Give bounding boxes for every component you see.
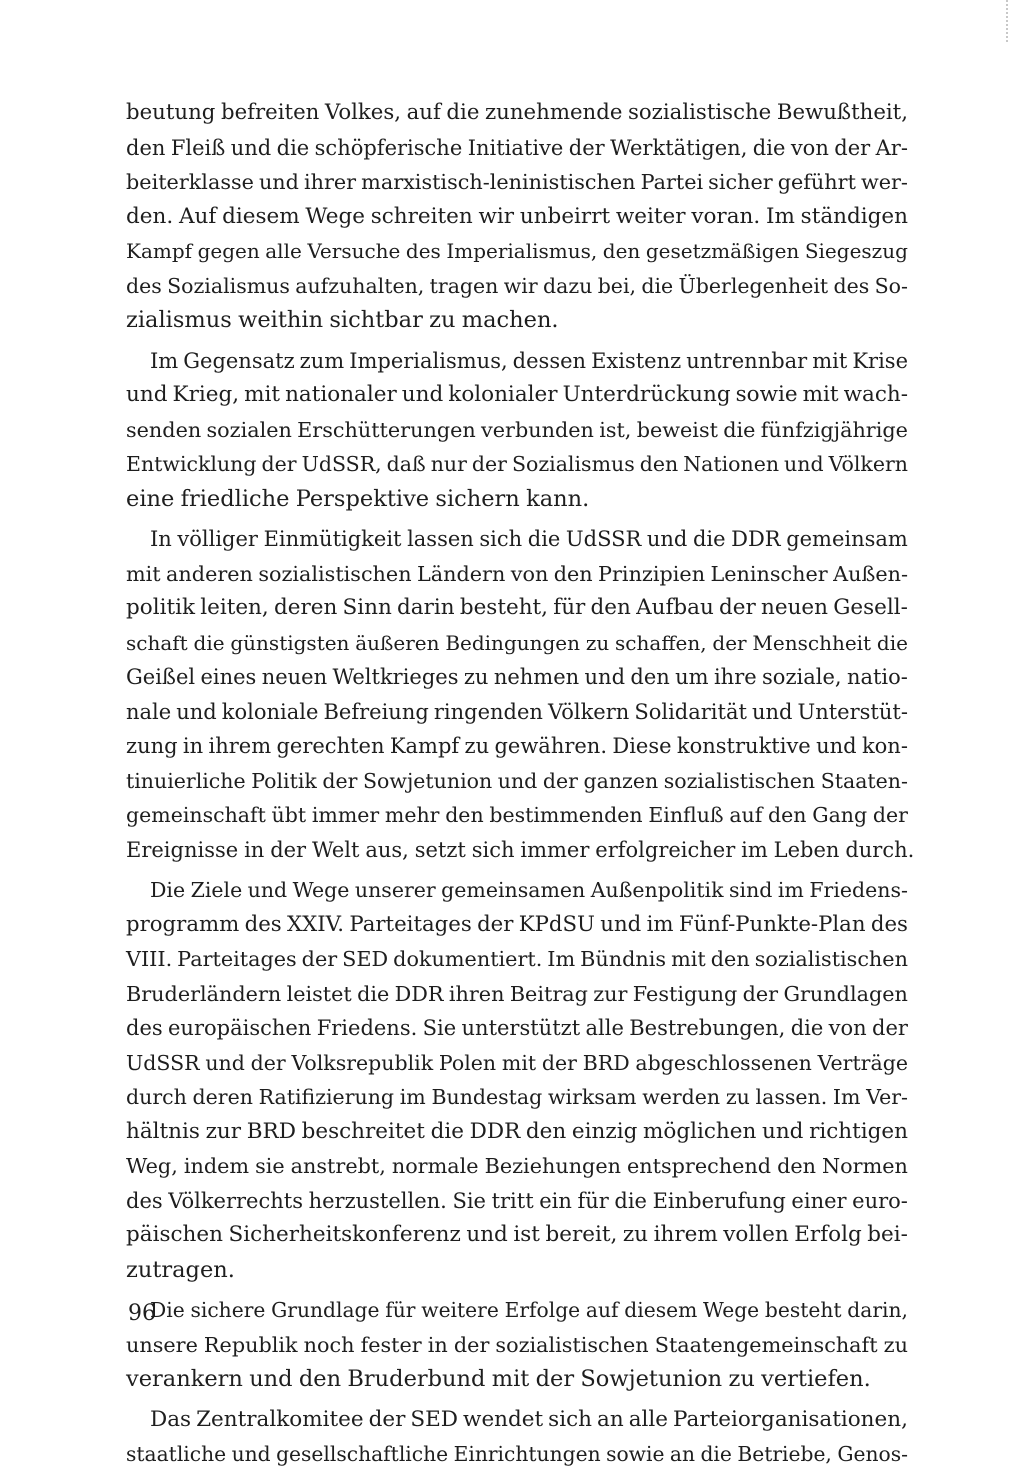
- text-line: den. Auf diesem Wege schreiten wir unbeirrt weiter voran. Im ständigen: [126, 203, 908, 229]
- text-line: Im Gegensatz zum Imperialismus, dessen Existenz untrennbar mit Krise: [150, 348, 908, 373]
- text-line: programm des XXIV. Parteitages der KPdSU und im Fünf-Punkte-Plan des: [126, 911, 908, 937]
- paragraph: [126, 96, 908, 338]
- text-line: Das Zentralkomitee der SED wendet sich an alle Parteiorganisationen,: [150, 1406, 908, 1432]
- paragraph: [126, 1403, 908, 1472]
- body-text: [126, 96, 915, 1472]
- text-line: senden sozialen Erschütterungen verbunden ist, beweist die fünfzigjährige: [126, 417, 908, 442]
- text-line: verankern und den Bruderbund mit der Sowjetunion zu vertiefen.: [126, 1366, 871, 1392]
- text-line: zung in ihrem gerechten Kampf zu gewähren. Diese konstruktive und kon-: [126, 734, 908, 758]
- text-line: zialismus weithin sichtbar zu machen.: [126, 307, 559, 333]
- text-line: den Fleiß und die schöpferische Initiative der Werktätigen, die von der Ar-: [126, 135, 908, 160]
- text-line: schaft die günstigsten äußeren Bedingungen zu schaffen, der Menschheit die: [126, 630, 908, 655]
- paragraph: [126, 522, 915, 867]
- text-line: päischen Sicherheitskonferenz und ist bereit, zu ihrem vollen Erfolg bei-: [126, 1222, 908, 1247]
- text-line: mit anderen sozialistischen Ländern von den Prinzipien Leninscher Außen-: [126, 561, 908, 586]
- text-line: und Krieg, mit nationaler und kolonialer Unterdrückung sowie mit wach-: [126, 382, 908, 407]
- text-line: des europäischen Friedens. Sie unterstützt alle Bestrebungen, die von der: [126, 1016, 908, 1040]
- text-line: In völliger Einmütigkeit lassen sich die UdSSR und die DDR gemeinsam: [150, 527, 908, 551]
- text-line: gemeinschaft übt immer mehr den bestimmenden Einfluß auf den Gang der: [126, 803, 908, 827]
- text-line: Geißel eines neuen Weltkrieges zu nehmen und den um ihre soziale, natio-: [126, 665, 908, 689]
- paragraph: [126, 344, 908, 517]
- page-edge-mark: [1002, 0, 1008, 42]
- text-line: eine friedliche Perspektive sichern kann.: [126, 485, 590, 512]
- text-line: unsere Republik noch fester in der sozialistischen Staatengemeinschaft zu: [126, 1332, 908, 1357]
- text-line: beiterklasse und ihrer marxistisch-leninistischen Partei sicher geführt wer-: [126, 170, 908, 194]
- text-line: Entwicklung der UdSSR, daß nur der Sozialismus den Nationen und Völkern: [126, 452, 908, 476]
- page-number: 96: [128, 1301, 156, 1326]
- text-line: Bruderländern leistet die DDR ihren Beitrag zur Festigung der Grundlagen: [126, 981, 908, 1006]
- text-line: Ereignisse in der Welt aus, setzt sich immer erfolgreicher im Leben durch.: [126, 837, 915, 862]
- paragraph: [126, 873, 908, 1287]
- text-line: Kampf gegen alle Versuche des Imperialismus, den gesetzmäßigen Siegeszug: [126, 239, 908, 263]
- paragraph: [126, 1293, 908, 1397]
- text-line: UdSSR und der Volksrepublik Polen mit der BRD abgeschlossenen Verträge: [126, 1050, 908, 1075]
- text-line: Die Ziele und Wege unserer gemeinsamen Außenpolitik sind im Friedens-: [150, 878, 908, 902]
- text-line: tinuierliche Politik der Sowjetunion und der ganzen sozialistischen Staaten-: [126, 768, 908, 793]
- text-line: hältnis zur BRD beschreitet die DDR den einzig möglichen und richtigen: [126, 1118, 908, 1144]
- text-line: VIII. Parteitages der SED dokumentiert. Im Bündnis mit den sozialistischen: [126, 947, 908, 971]
- text-line: staatliche und gesellschaftliche Einrichtungen sowie an die Betriebe, Genos-: [126, 1442, 908, 1466]
- text-line: zutragen.: [126, 1256, 235, 1283]
- text-line: politik leiten, deren Sinn darin besteht, für den Aufbau der neuen Gesell-: [126, 595, 908, 620]
- text-line: durch deren Ratifizierung im Bundestag wirksam werden zu lassen. Im Ver-: [126, 1085, 908, 1109]
- text-line: beutung befreiten Volkes, auf die zunehmende sozialistische Bewußtheit,: [126, 100, 908, 125]
- text-line: des Völkerrechts herzustellen. Sie tritt ein für die Einberufung einer euro-: [126, 1188, 908, 1213]
- text-line: nale und koloniale Befreiung ringenden Völkern Solidarität und Unterstüt-: [126, 699, 908, 724]
- text-line: Weg, indem sie anstrebt, normale Beziehungen entsprechend den Normen: [126, 1154, 908, 1178]
- text-line: Die sichere Grundlage für weitere Erfolge auf diesem Wege besteht darin,: [150, 1298, 908, 1322]
- text-line: des Sozialismus aufzuhalten, tragen wir dazu bei, die Überlegenheit des So-: [126, 273, 908, 298]
